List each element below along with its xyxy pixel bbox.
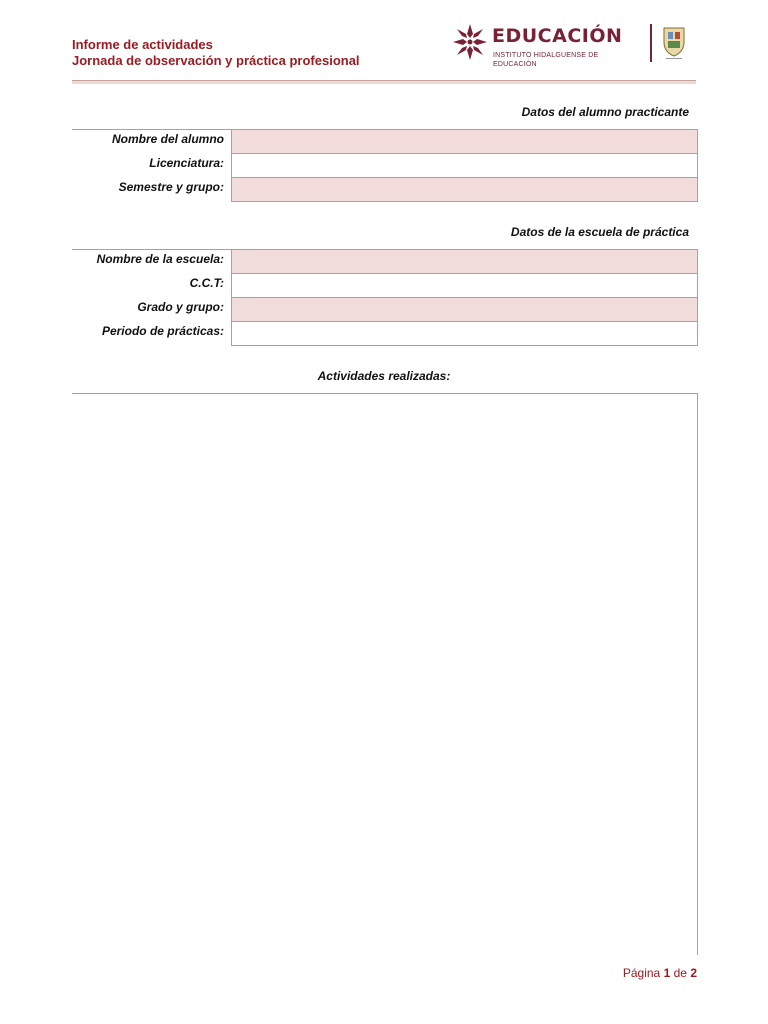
logo-wordmark: EDUCACIÓN [492,25,623,47]
school-name-row [72,250,698,274]
degree-field[interactable] [231,154,698,178]
grade-group-field[interactable] [231,298,698,322]
practice-period-label: Periodo de prácticas: [101,324,224,338]
school-section-heading: Datos de la escuela de práctica [510,225,689,239]
grade-group-label: Grado y grupo: [137,300,224,314]
coat-of-arms-icon [660,24,688,62]
school-name-label: Nombre de la escuela: [96,252,224,266]
total-pages-number: 2 [690,966,697,980]
cct-row [72,274,698,298]
document-title [72,37,360,69]
of-word: de [673,966,687,980]
student-name-field[interactable] [231,130,698,154]
education-logo [452,22,692,66]
semester-group-field[interactable] [231,178,698,202]
activities-heading: Actividades realizadas: [317,369,451,383]
student-data-table [72,129,698,202]
degree-row [72,154,698,178]
page-word: Página [622,966,661,980]
document-title-line2: Jornada de observación y práctica profesional [72,53,360,68]
student-section-heading: Datos del alumno practicante [521,105,689,119]
student-name-row [72,130,698,154]
cct-label: C.C.T: [189,276,224,290]
semester-group-label: Semestre y grupo: [118,180,224,194]
logo-subtitle: INSTITUTO HIDALGUENSE DE EDUCACIÓN [493,52,599,68]
student-name-label: Nombre del alumno [111,132,224,146]
grade-group-row [72,298,698,322]
school-data-table [72,249,698,346]
logo-divider [650,24,652,62]
header-divider [72,80,696,84]
semester-group-row [72,178,698,202]
practice-period-row [72,322,698,346]
degree-label: Licenciatura: [149,156,224,170]
activities-text-area[interactable] [72,393,698,955]
current-page-number: 1 [663,966,671,980]
cct-field[interactable] [231,274,698,298]
page-number [623,966,697,980]
document-title-line1: Informe de actividades [72,37,213,52]
flower-logo-icon [452,22,488,62]
practice-period-field[interactable] [231,322,698,346]
school-name-field[interactable] [231,250,698,274]
